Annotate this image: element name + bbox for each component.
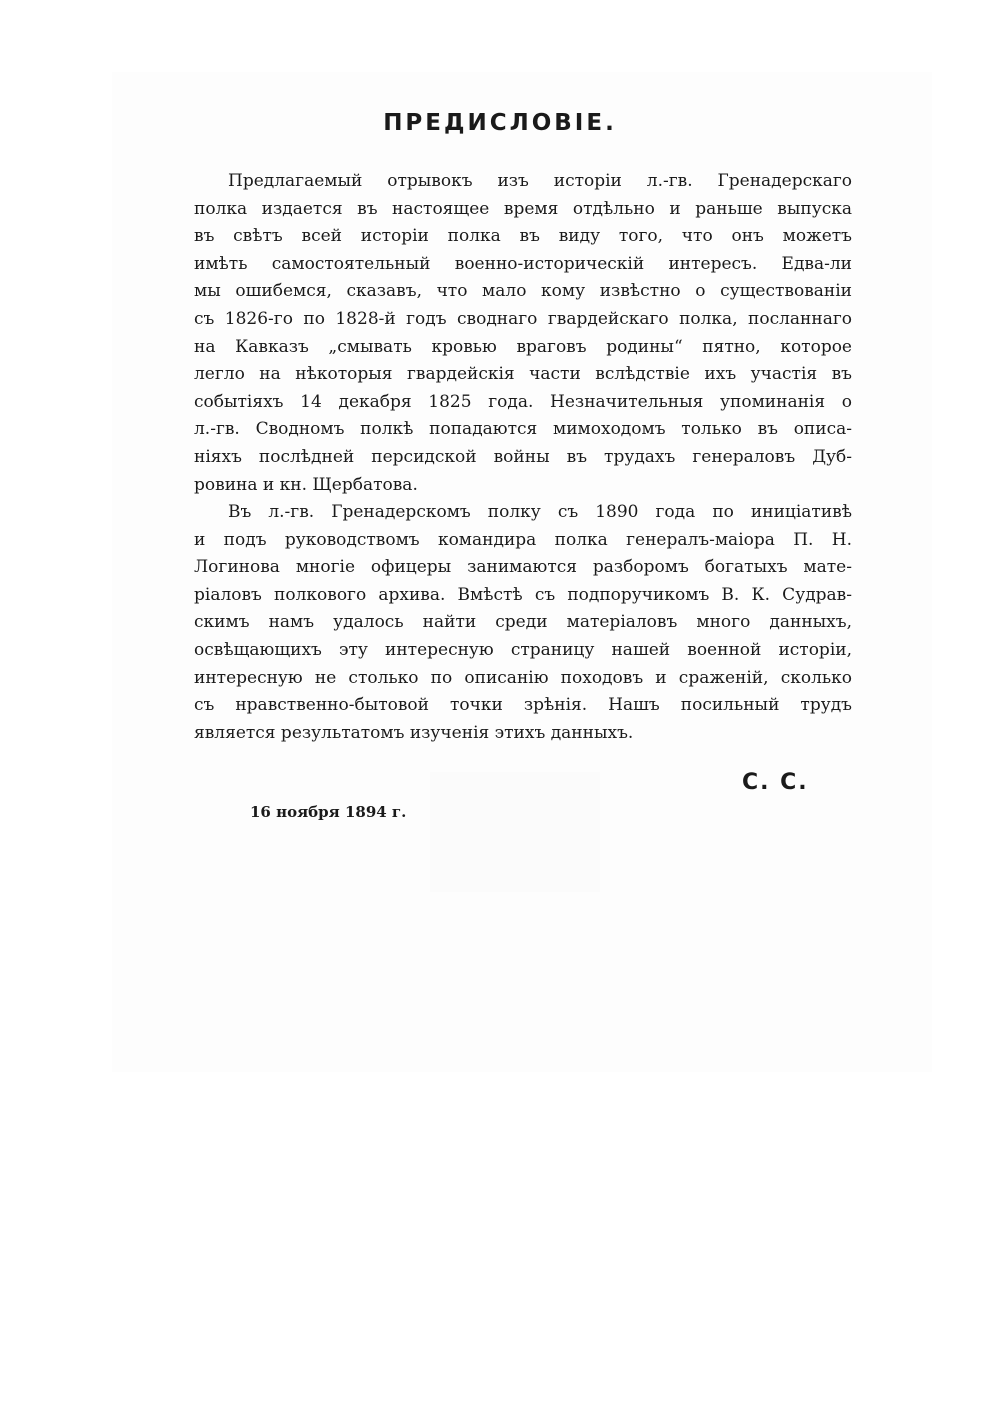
paragraph-1 [194,168,852,499]
scan-smudge [430,772,600,892]
text-line: на Кавказъ „смывать кровью враговъ родины“ пятно, которое [194,336,852,357]
text-line: ніяхъ послѣдней персидской войны въ трудахъ генераловъ Дуб- [194,446,852,467]
text-line: Логинова многіе офицеры занимаются разборомъ богатыхъ мате- [194,557,852,578]
page-title: ПРЕДИСЛОВІЕ. [383,110,617,136]
text-line: событіяхъ 14 декабря 1825 года. Незначительныя упоминанія о [194,391,852,412]
text-line: интересную не столько по описанію походовъ и сраженій, сколько [194,667,852,688]
text-line: и подъ руководствомъ командира полка генералъ-маіора П. Н. [194,529,852,550]
paragraph-2 [194,499,852,747]
text-line: Въ л.-гв. Гренадерскомъ полку съ 1890 года по иниціативѣ [228,502,852,522]
text-line: л.-гв. Сводномъ полкѣ попадаются мимоходомъ только въ описа- [194,419,852,440]
text-line: мы ошибемся, сказавъ, что мало кому извѣстно о существованіи [194,281,852,302]
text-line: съ нравственно-бытовой точки зрѣнія. Нашъ посильный трудъ [194,695,852,716]
date-line: 16 ноября 1894 г. [250,803,407,821]
text-line: имѣть самостоятельный военно-историческій интересъ. Едва-ли [194,253,852,274]
text-line: Предлагаемый отрывокъ изъ исторіи л.-гв. Гренадерскаго [228,171,852,191]
text-line: скимъ намъ удалось найти среди матеріаловъ много данныхъ, [194,612,852,633]
text-line: является результатомъ изученія этихъ данныхъ. [194,722,634,743]
text-line: полка издается въ настоящее время отдѣльно и раньше выпуска [194,198,852,219]
text-line: въ свѣтъ всей исторіи полка въ виду того, что онъ можетъ [194,226,852,247]
text-line: освѣщающихъ эту интересную страницу нашей военной исторіи, [194,639,852,660]
text-line: ріаловъ полкового архива. Вмѣстѣ съ подпоручикомъ В. К. Судрав- [194,584,852,605]
author-signature: С. С. [742,770,809,795]
text-line: легло на нѣкоторыя гвардейскія части вслѣдствіе ихъ участія въ [194,364,852,385]
text-line: съ 1826-го по 1828-й годъ своднаго гвардейскаго полка, посланнаго [194,308,852,329]
text-line: ровина и кн. Щербатова. [194,474,418,495]
